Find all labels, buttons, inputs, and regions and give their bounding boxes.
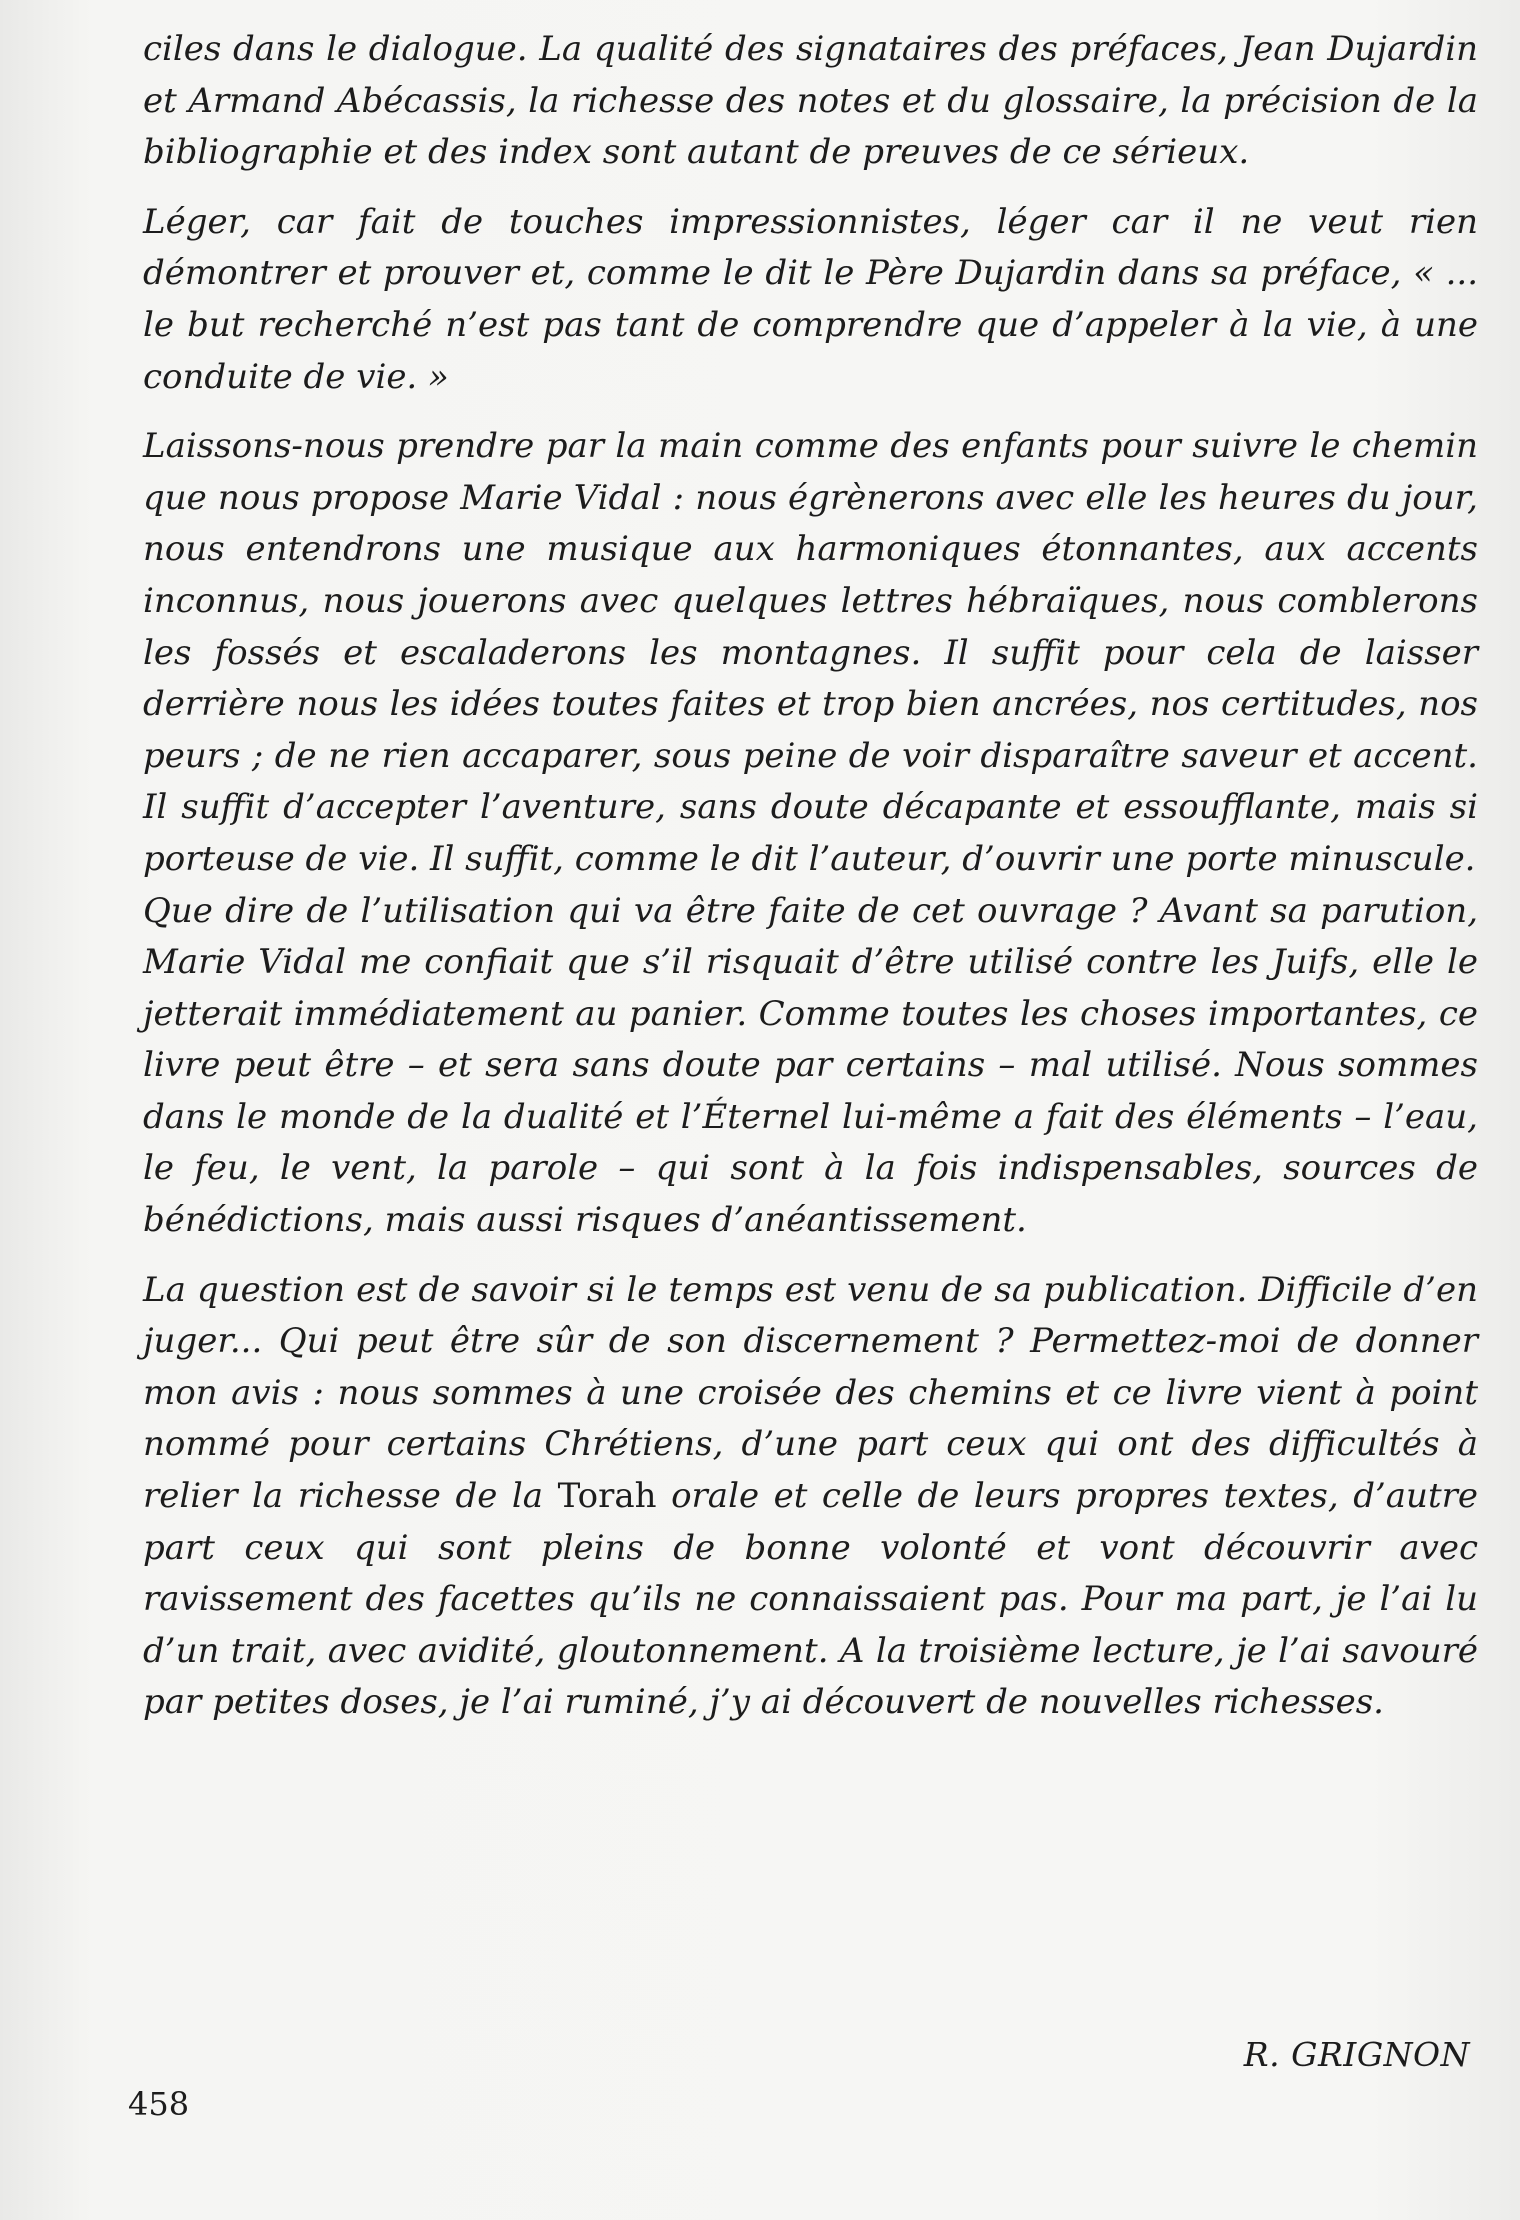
- paragraph-5-end: orale et celle de leurs propres textes, d’autre part ceux qui sont pleins de bonne volonté et vont découvrir avec ravissement des facettes qu’ils ne connaissaient pas. Pour ma part, je l’ai lu d’un trait, avec avidité, gloutonnement. A la troisième lecture, je l’ai savouré par petites doses, je l’ai ruminé, j’y ai découvert de nouvelles richesses.: [143, 1476, 1478, 1723]
- author-signature: R. GRIGNON: [1243, 2035, 1470, 2074]
- torah-word: Torah: [557, 1476, 657, 1517]
- paragraph-3: Laissons-nous prendre par la main comme des enfants pour suivre le chemin que nous propose Marie Vidal : nous égrènerons avec elle les heures du jour, nous entendrons une musique aux harmoniques étonnantes, aux accents inconnus, nous jouerons avec quelques lettres hébraïques, nous comblerons les fossés et escaladerons les montagnes. Il suffit pour cela de laisser derrière nous les idées toutes faites et trop bien ancrées, nos certitudes, nos peurs ; de ne rien accaparer, sous peine de voir disparaître saveur et accent. Il suffit d’accepter l’aventure, sans doute décapante et essoufflante, mais si porteuse de vie. Il suffit, comme le dit l’auteur, d’ouvrir une porte minuscule.: [143, 426, 1478, 879]
- page-number: 458: [128, 2085, 190, 2123]
- paragraph-4: Que dire de l’utilisation qui va être faite de cet ouvrage ? Avant sa parution, Marie Vidal me confiait que s’il risquait d’être utilisé contre les Juifs, elle le jetterait immédiatement au panier. Comme toutes les choses importantes, ce livre peut être – et sera sans doute par certains – mal utilisé. Nous sommes dans le monde de la dualité et l’Éternel lui-même a fait des éléments – l’eau, le feu, le vent, la parole – qui sont à la fois indispensables, sources de bénédictions, mais aussi risques d’anéantissement.: [143, 890, 1478, 1241]
- paragraph-5: [143, 1265, 1478, 1729]
- paragraph-5-start: La question est de savoir si le temps est venu de sa publication. Difficile d’en juger... Qui peut être sûr de son discernement ? Permettez-moi de donner mon avis : nous sommes à une croisée des chemins et ce livre vient à point nommé pour certains Chrétiens, d’une part ceux qui ont des difficultés à relier la richesse de la: [143, 1269, 1478, 1517]
- paragraph-2: Léger, car fait de touches impressionnistes, léger car il ne veut rien démontrer et prouver et, comme le dit le Père Dujardin dans sa préface, « ... le but recherché n’est pas tant de comprendre que d’appeler à la vie, à une conduite de vie. »: [143, 201, 1478, 397]
- paragraph-1: ciles dans le dialogue. La qualité des signataires des préfaces, Jean Dujardin et Armand Abécassis, la richesse des notes et du glossaire, la précision de la bibliographie et des index sont autant de preuves de ce sérieux.: [143, 29, 1478, 173]
- body-text: [143, 24, 1478, 1729]
